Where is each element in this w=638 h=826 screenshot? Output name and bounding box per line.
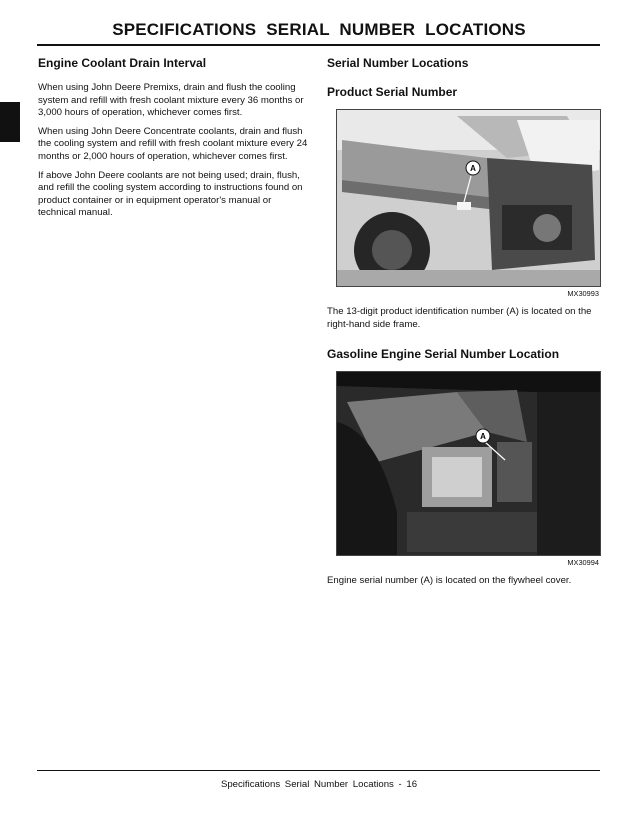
header-rule	[37, 44, 600, 46]
section-tab-marker	[0, 102, 20, 142]
left-column	[38, 56, 310, 226]
page-footer: Specifications Serial Number Locations - 16	[220, 779, 418, 790]
engine-serial-photo	[336, 371, 601, 556]
product-serial-heading: Product Serial Number	[327, 85, 458, 99]
right-column	[327, 56, 599, 594]
engine-serial-caption: Engine serial number (A) is located on the flywheel cover.	[327, 575, 572, 587]
callout-a-label: A	[470, 164, 476, 173]
footer-rule	[37, 770, 600, 771]
utility-vehicle-frame-illustration	[337, 110, 600, 286]
coolant-concentrate-paragraph: When using John Deere Concentrate coolants, drain and flush the cooling system and refill with fresh coolant mixture every 24 months or 2,000 hours of operation, whichever comes first.	[38, 125, 308, 162]
coolant-other-paragraph: If above John Deere coolants are not being used; drain, flush, and refill the cooling system according to instructions found on product container or in equipment operator's manual or technical manual.	[38, 169, 303, 219]
engine-serial-heading: Gasoline Engine Serial Number Location	[327, 347, 560, 362]
figure-code-1: MX30993	[567, 289, 599, 298]
product-serial-photo	[336, 109, 601, 287]
product-serial-caption: The 13-digit product identification number (A) is located on the right-hand side frame.	[327, 306, 592, 330]
engine-compartment-illustration	[337, 372, 600, 555]
figure-code-2: MX30994	[567, 558, 599, 568]
coolant-premix-paragraph: When using John Deere Premixs, drain and flush the cooling system and refill with fresh coolant mixture every 36 months or 3,000 hours of operation, whichever comes first.	[38, 82, 304, 119]
page-title: SPECIFICATIONS SERIAL NUMBER LOCATIONS	[112, 20, 526, 39]
coolant-drain-heading: Engine Coolant Drain Interval	[38, 56, 207, 70]
callout-a-label: A	[480, 432, 486, 442]
serial-locations-heading: Serial Number Locations	[327, 56, 469, 70]
